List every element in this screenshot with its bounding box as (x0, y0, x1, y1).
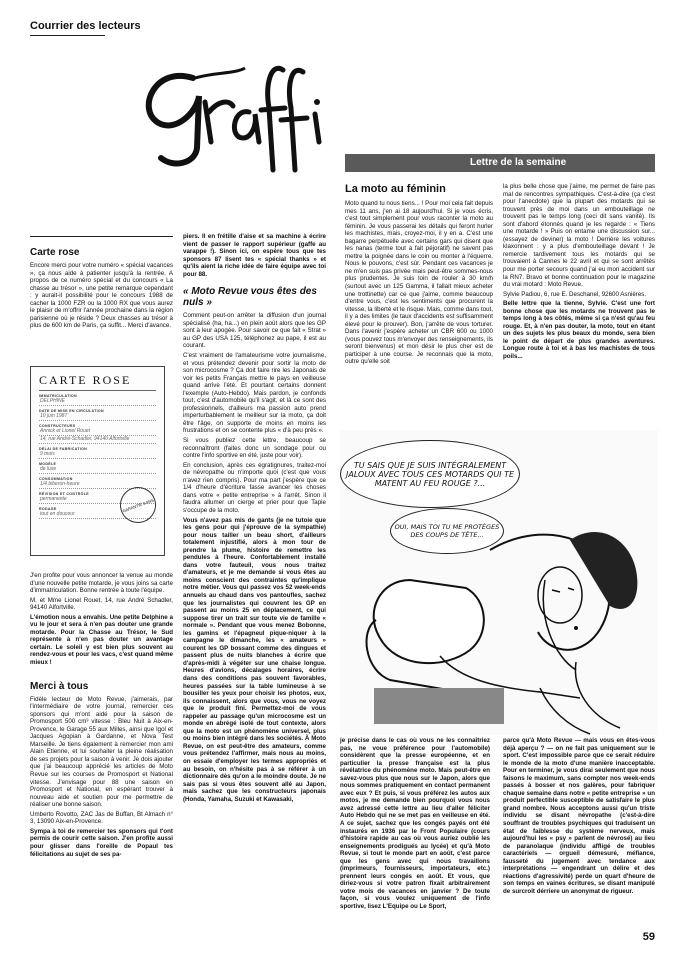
col2-reply: Vous n'avez pas mis de gants (je ne tutoie que les gens pour qui j'éprouve de la sympathie) pour nous tailler un beau short, d'ailleurs totalement injustifié, alors à mon tour de prendre la plume, histoire de remettre les pendules à l'heure. Confortablement installé dans votre fauteuil, vous nous traitez d'amateurs, et je me demande si vous êtes au moins conscient des contraintes qu'implique notre métier. Vous qui passez vos 52 week-ends annuels au chaud dans vos pantoufles, sachez que les journalistes qui couvrent les GP en passent au moins 25 en déplacement, ce qui suppose tirer un trait sur toute vie de famille « normale ». Pendant que vous menez Bobonne, les gamins et l'épagneul pique-niquer à la campagne le dimanche, les « amateurs » courent les GP bossant comme des dingues et passent plus de nuits blanches à écrire que d'après-midi à végéter sur une chaise longue. Heures d'avions, décalages horaires, écrire dans des conditions pas souvent favorables, heures passées sur la table lumineuse à se bousiller les yeux pour choisir les photos, eux, ils connaissent, alors que vous, vous ne voyez que le produit fini. Permettez-moi de vous rappeler au passage qu'un microcosme est un monde en abrégé isolé de tout contexte, alors que la moto est un phénomène universel, plus ou moins bien intégré dans les sociétés. À Moto Revue, on est peut-être des amateurs, comme vous prétendez l'affirmer, mais nous au moins, on essaie d'employer les termes appropriés et au besoin, on n'hésite pas à se référer à un dictionnaire dès qu'on a le moindre doute. Je ne sais pas si vous êtes souvent allé au Japon, mais sachez que les constructeurs japonais (Honda, Yamaha, Suzuki et Kawasaki, (183, 516, 326, 803)
page-number: 59 (642, 931, 655, 943)
merci-reply: Sympa à toi de remercier tes sponsors qui t'ont permis de courir cette saison. J'en profite aussi pour glisser dans l'oreille de Popaul tes félicitations au sujet de ses pa- (30, 827, 173, 858)
card-field-value: DELPHINE (39, 398, 156, 406)
merci-signature: Umberto Rovotto, ZAC Jas de Buffan, Bt Almach n° 3, 13090 Aix-en-Provence. (30, 810, 173, 826)
carte-rose-reply: L'émotion nous a envahis. Une petite Delphine a vu le jour et sera à n'en pas douter une grande motarde. Pour la Chasse au Trésor, le Sud représente à n'en pas douter un avantage certain. Le soleil y est bien plus souvent au rendez-vous et pour les vacs, c'est quand même mieux ! (30, 613, 173, 667)
graffiti-logo-art (135, 60, 335, 180)
card-field-label: CONSTRUCTEURS (39, 424, 76, 428)
card-field-label: IMMATRICULATION (39, 394, 77, 398)
card-field-label: RODAGE (39, 507, 57, 511)
registration-card (30, 366, 165, 556)
column-2 (183, 233, 326, 805)
merci-title: Merci à tous (30, 680, 89, 692)
card-field-value: 1/4 biberon-heure (39, 481, 156, 489)
col2-body-3: Si vous publiez cette lettre, beaucoup se reconnaîtront (faites donc un sondage pour ou contre l'info sportive en été, juste pour voir). (183, 437, 326, 460)
merci-body: Fidèle lecteur de Moto Revue, j'aimerais, par l'intermédiaire de votre journal, remercier ces sponsors qui m'ont aidé pour la saison de Promosport 500 cm³ vitesse : Bleu Nuit à Aix-en-Provence, le Garage 55 aux Milles, ainsi que Igol et Jacques Agopian à Gardanne, et Nova Test Marseille. Je tiens également à remercier mon ami Alain Etienne, et lui souhaiter la pleine réalisation de ses projets pour la saison à venir. Je dois ajouter que j'ai beaucoup apprécié les articles de Moto Revue sur les courses de Promosport et National vitesse. J'envisage pour 88 une saison en Promosport et National, en espérant trouver à nouveau aide et soutien pour me permettre de réaliser une bonne saison. (30, 695, 173, 809)
carte-rose-signature: M. et Mme Lionel Rouet, 14, rue André Schadler, 94140 Alfortville. (30, 596, 173, 612)
col2-intro: piers. Il en frétille d'aise et sa machine à écrire vient de passer le rapport supérieur (gaffe au varappe !). Sinon ici, on espère tous que tes sponsors 87 lisent tes « spécial thanks » et qu'ils aient la riche idée de faire équipe avec toi pour 88. (183, 233, 326, 278)
bottom-col3-text: je précise dans le cas où vous ne les connaîtriez pas, ne voue préférence pour l'automobile) considèrent que la presse européenne, et en particulier la presse française est la plus révélatrice du phénomène moto. Mais peut-être en savez-vous plus que nous sur le Japon, alors que nous sommes pratiquement en contact permanent avec eux ? Et puis, si vous préférez les autos aux motos, je me demande bien pourquoi vous nous avez adressé cette lettre au lieu d'aller féliciter Auto Hebdo qui ne se met pas en veilleuse en été. A ce sujet, sachez que les congés payés ont été instaurés en 1936 par le Front Populaire (cours d'histoire rapide au cas où vous auriez oublié les enseignements prodigués au lycée) et qu'à Moto Revue, si tout le monde part en août, c'est parce que les gens avec qui nous travaillons (imprimeurs, fournisseurs, importateurs, etc.) prennent leurs congés en août. Et vous, que diriez-vous si votre patron fixait arbitrairement votre mois de vacances en janvier ? De toute façon, si vous voulez uniquement de l'info sportive, lisez L'Equipe ou Le Sport, (340, 737, 490, 911)
carte-rose-body: Encore merci pour votre numéro « spécial vacances », ça nous aide à patienter jusqu'à la rentrée. A propos de ce numéro spécial et du concours « La chasse au trésor », une petite remarque cependant : y aurait-il possibilité pour le concours 1988 de cacher la 1000 FZR ou la 1000 RX que vous aurez le plaisir de m'offrir l'année prochaine dans la région parisienne où je réside ? Deux chasses au trésor à plus de 600 km de Paris, ça suffit... Merci d'avance. (30, 262, 173, 330)
banner-label: Lettre de la semaine (470, 157, 567, 168)
lettre-col-2 (503, 183, 655, 363)
card-field-label: MODÈLE (39, 462, 57, 466)
speech-bubble-1: TU SAIS QUE JE SUIS INTÉGRALEMENT JALOUX AVEC TOUS CES MOTARDS QUI TE MATENT AU FEU ROUGE ?... (340, 440, 520, 508)
bottom-col4-text: parce qu'à Moto Revue — mais vous en êtes-vous déjà aperçu ? — on ne fait pas uniquement sur le sport. C'est impossible parce que ce serait réduire le monde de la moto d'une manière inacceptable. Pour en terminer, je vous dirai seulement que nous faisons le maximum, sans compter nos week-ends passés à bosser et nos galères, pour fabriquer chaque semaine dans notre « petite entreprise » un produit perfectible susceptible de satisfaire le plus grand nombre. Nous acceptons aussi qu'un triste individu se disant névropathe (c'est-à-dire souffrant de troubles psychiques qui traduisent un état de faiblesse du système nerveux, mais aujourd'hui les « psy » parlent de névrosé) au lieu de paranoïaque (individu affligé de troubles caractériels — orgueil démesuré, méfiance, fausseté du jugement avec tendance aux interprétations — engendrant un délire et des réactions d'agressivité) perde un quart d'heure de son temps en vaines écritures, se disant manipulé de surcroît dérriere un anonymat de rigueur. (503, 737, 655, 895)
lettre-reply: Belle lettre que la tienne, Sylvie. C'est une fort bonne chose que les motards ne trouvent pas le temps long à tes côtés, même si ça n'est qu'au feu rouge. Et, à n'en pas douter, la moto, tout en étant un des sujets les plus beaux du monde, sera bien le point de départ de plus grandes aventures. Longue route à toi et à bas les machistes de tous poils... (503, 300, 655, 361)
lettre-body-1: Moto quand tu nous tiens... ! Pour moi cela fait depuis mes 11 ans, j'en ai 18 aujourd'hui. Si je vous écris, c'est tout simplement pour vous raconter la moto au féminin. Je vous passerai les détails qui feront hurler les machistes, mais, croyez-moi, il y en a. C'est une bagarre perpétuelle avec certains gars qui disent que les nanas (terme tout à fait péjoratif) ne savent pas mettre la poignée dans le coin ou monter à l'équerre. Nous le pouvons, c'est sûr. Pendant ces vacances je ne m'en suis pas privée mais peut-être sommes-nous plus prudentes. Je suis loin de rouler à 30 km/h (surtout avec un 125 Gamma, il fallait mieux acheter une trottinette) car ce que j'aime, comme beaucoup d'entre vous, c'est les sentiments que procurent la vitesse, la liberté et le risque. Mais, comme dans tout, il y a des limites (le taux d'accidents est suffisamment élevé pour le prouver). Bon, j'arrête de vous torturer. Dans l'avenir j'espère acheter un CBR 600 ou 1000 (vous pouvez tous m'envoyer des renseignements, ils seront bienvenus) et mon désir le plus cher est de participer à une course. Je reconnais que la moto, outre qu'elle soit (345, 200, 493, 366)
card-field-label: DÉLAI DE FABRICATION (39, 447, 88, 451)
lettre-body-2: la plus belle chose que j'aime, me permet de faire pas mal de rencontres sympathiques. C'est-à-dire (ça c'est pour l'anecdote) que la plupart des motards qui se trouvent près de moi dans un embouteillage ne trouvent pas le temps long (ceci dit sans vanité). Ils sont d'abord étonnés quand je les regarde : « Tiens une motarde ! » Puis on entame une discussion sur... (essayez de deviner) la moto ! Derrière les voitures klaxonnent : y a plus d'embouteillage devant ! Je remercie tardivement tous les motards qui se trouvaient à Cannes le 22 avril et qui se sont arrêtés pour me porter secours quand j'ai eu mon accident sur la RN7. Bravo et bonne continuation pour le magazine du vrai motard : Moto Revue. (503, 183, 655, 289)
lettre-title: La moto au féminin (345, 183, 446, 195)
col2-body-1: Comment peut-on arrêter la diffusion d'un journal spécialisé (ha, ha...) en plein août alors que les GP sont à leur apogée. Pour savoir ce que fait « Strat » au GP des USA 125, téléphonez au pape, il est au courant. (183, 312, 326, 350)
card-field-label: CONSOMMATION (39, 477, 73, 481)
card-field-value: Annick et Lionel Rouet (39, 428, 156, 436)
bottom-col-3 (340, 737, 490, 913)
card-field-value: 10 juin 1987 (39, 413, 156, 421)
section-title: Courrier des lecteurs (30, 20, 141, 32)
column-1-lower (30, 572, 173, 860)
warranty-stamp: GARANTIE 3 ANS (115, 482, 161, 528)
speech-bubble-2: OUI, MAIS TOI TU ME PROTÈGES DES COUPS DE TÊTE... (390, 508, 504, 554)
carte-rose-after: J'en profite pour vous annoncer la venue au monde d'une nouvelle petite motarde, je vous joins sa carte d'immatriculation. Bonne rentrée à toute l'équipe. (30, 572, 173, 595)
col2-title: « Moto Revue vous êtes des nuls » (183, 286, 317, 309)
col2-body-4: En conclusion, après ces égratignures, traitez-moi de névropathe ou n'importe quoi (c'est que vous n'avez rien compris). Pour ma part j'espère que ce 1/4 d'heure d'écriture fasse avancer les choses dans votre « petite entreprise » à l'arrêt. Sinon il faudra allumer un cierge et prier pour que Tapie s'occupe de la moto. (183, 461, 326, 514)
lettre-col-1 (345, 200, 493, 368)
col2-body-2: C'est vraiment de l'amateurisme votre journalisme, et vous prétendez devenir pour sortir la moto de son microcosme ? Ça doit faire rire les Japonais de voir les petits Français mettre le pays en veilleuse quand arrive l'été. Et pourtant certains donnent l'exemple (Auto-Hebdo). Mais pardon, je confonds tout, c'est d'automobile qu'il s'agit, et là ce sont des professionnels, d'ailleurs ma passion auto prend imperturbablement le meilleur sur la moto, ça doit être l'âge, on supporte de moins en moins les frustrations et on se contente plus « d'à peu près ». (183, 352, 326, 435)
card-title: CARTE ROSE (39, 373, 156, 391)
header-rule (30, 35, 105, 36)
card-field-label: RÉVISION ET CONTRÔLE (39, 492, 89, 496)
card-field-label: DATE DE MISE EN CIRCULATION (39, 409, 104, 413)
card-field-value: de luxe (39, 466, 156, 474)
card-field-value: tout en douceur (39, 511, 156, 519)
column-1 (30, 236, 173, 332)
lettre-signature: Sylvie Padiou, 6, rue E. Deschanel, 92600 Asnières. (503, 290, 647, 298)
graffiti-logo (135, 60, 335, 180)
card-field-value: 9 mois (39, 451, 156, 459)
card-field-value: 14, rue André-Schadler, 94140 Alfortville (39, 436, 156, 444)
carte-rose-title: Carte rose (30, 247, 80, 258)
column-rule (30, 236, 173, 237)
card-field-value: permanente (39, 496, 156, 504)
bottom-col-4 (503, 737, 655, 897)
